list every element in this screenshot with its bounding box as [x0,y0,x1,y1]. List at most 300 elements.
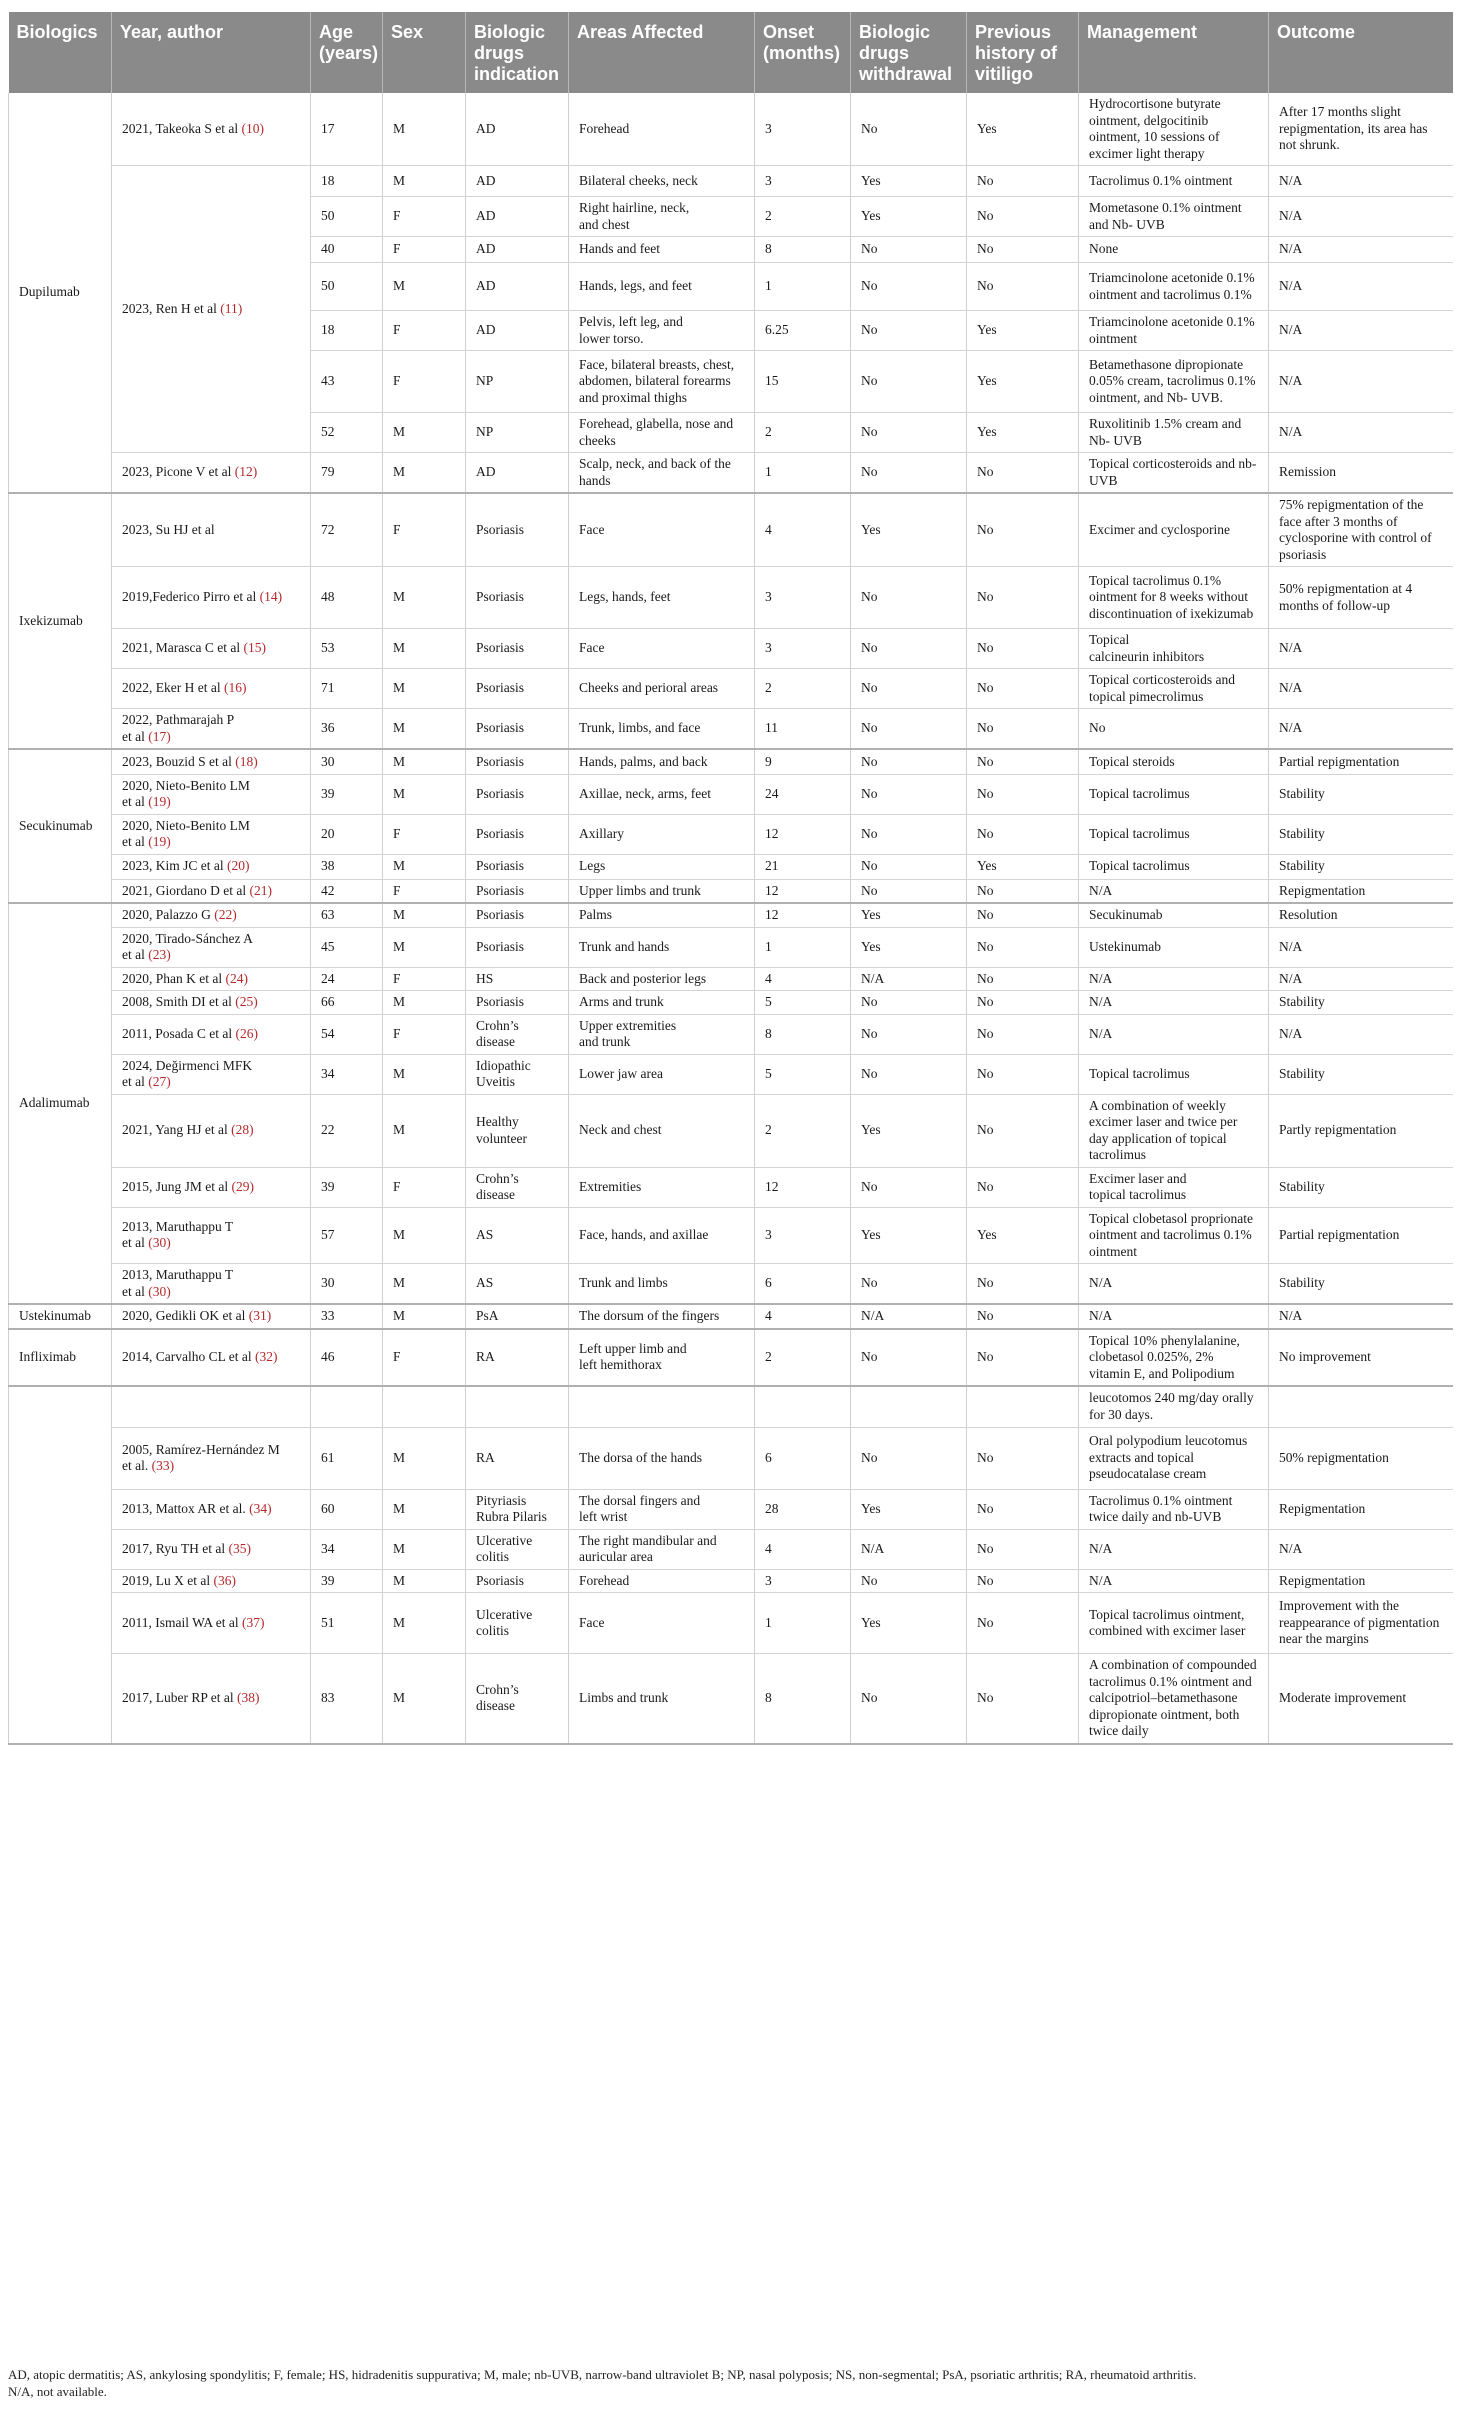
withdrawal-cell: Yes [851,493,967,567]
indication-cell: Crohn’s disease [466,1014,569,1054]
reference-link[interactable]: (19) [148,834,171,849]
management-cell: No [1079,709,1269,750]
sex-cell: F [383,493,466,567]
withdrawal-cell: Yes [851,927,967,967]
onset-cell: 3 [755,166,851,197]
withdrawal-cell: No [851,1569,967,1593]
withdrawal-cell: No [851,237,967,263]
onset-cell: 3 [755,567,851,629]
age-cell: 57 [311,1207,383,1264]
areas-affected-cell: Upper extremities and trunk [569,1014,755,1054]
withdrawal-cell: Yes [851,166,967,197]
previous-history-cell: No [967,1427,1079,1489]
year-author-cell [112,903,311,927]
onset-cell: 3 [755,629,851,669]
indication-cell: Psoriasis [466,774,569,814]
areas-affected-cell: The dorsa of the hands [569,1427,755,1489]
onset-cell: 24 [755,774,851,814]
sex-cell: M [383,903,466,927]
previous-history-cell: No [967,1014,1079,1054]
management-cell: Triamcinolone acetonide 0.1% ointment and tacrolimus 0.1% [1079,263,1269,311]
management-cell: Mometasone 0.1% ointment and Nb- UVB [1079,197,1269,237]
outcome-cell: Stability [1269,1054,1453,1094]
year-author-cell [112,567,311,629]
indication-cell: NP [466,351,569,413]
reference-link[interactable]: (10) [241,120,265,136]
outcome-cell: N/A [1269,351,1453,413]
previous-history-cell: No [967,774,1079,814]
onset-cell: 9 [755,749,851,774]
outcome-cell: N/A [1269,629,1453,669]
previous-history-cell: No [967,1489,1079,1529]
withdrawal-cell: No [851,991,967,1015]
age-cell: 22 [311,1094,383,1167]
management-cell: N/A [1079,1569,1269,1593]
author-text: 2017, Luber RP et al [122,1690,234,1705]
management-cell: N/A [1079,879,1269,903]
age-cell: 66 [311,991,383,1015]
reference-link[interactable]: (24) [225,970,248,986]
withdrawal-cell: No [851,749,967,774]
areas-affected-cell: The right mandibular and auricular area [569,1529,755,1569]
author-text: 2017, Ryu TH et al [122,1540,226,1556]
table-row [9,1569,1453,1593]
outcome-cell: N/A [1269,311,1453,351]
previous-history-cell: Yes [967,854,1079,879]
management-cell: Oral polypodium leucotomus extracts and topical pseudocatalase cream [1079,1427,1269,1489]
previous-history-cell: Yes [967,1207,1079,1264]
onset-cell: 2 [755,413,851,453]
sex-cell: M [383,854,466,879]
indication-cell: Pityriasis Rubra Pilaris [466,1489,569,1529]
author-text: 2020, Phan K et al [122,970,223,986]
reference-link[interactable]: (11) [220,300,243,316]
management-cell: N/A [1079,1304,1269,1329]
reference-link[interactable]: (30) [148,1235,171,1251]
author-text: 2024, Değirmenci MFK et al [122,1057,253,1089]
author-text: 2008, Smith DI et al [122,994,232,1009]
previous-history-cell: No [967,903,1079,927]
age-cell: 39 [311,1569,383,1593]
table-row [9,1386,1453,1427]
previous-history-cell: No [967,166,1079,197]
onset-cell: 8 [755,237,851,263]
header-onset: Onset (months) [755,12,851,93]
year-author-cell [112,453,311,494]
year-author-cell [112,166,311,453]
areas-affected-cell: Trunk and hands [569,927,755,967]
age-cell: 40 [311,237,383,263]
biologic-group-name: Ustekinumab [9,1304,112,1329]
age-cell: 34 [311,1529,383,1569]
indication-cell: HS [466,967,569,991]
reference-link[interactable]: (27) [148,1074,171,1089]
sex-cell: M [383,1654,466,1744]
indication-cell: AD [466,453,569,494]
previous-history-cell: No [967,237,1079,263]
management-cell: Excimer and cyclosporine [1079,493,1269,567]
areas-affected-cell: Forehead [569,93,755,166]
withdrawal-cell: Yes [851,1593,967,1654]
management-cell: Triamcinolone acetonide 0.1% ointment [1079,311,1269,351]
age-cell: 51 [311,1593,383,1654]
table-row [9,1427,1453,1489]
sex-cell: F [383,311,466,351]
onset-cell: 3 [755,1207,851,1264]
areas-affected-cell: Legs [569,854,755,879]
withdrawal-cell: No [851,854,967,879]
outcome-cell: Partial repigmentation [1269,749,1453,774]
biologic-group-name: Adalimumab [9,903,112,1304]
areas-affected-cell: Right hairline, neck, and chest [569,197,755,237]
indication-cell: AS [466,1264,569,1305]
indication-cell: Ulcerative colitis [466,1529,569,1569]
onset-cell: 12 [755,879,851,903]
author-text: 2020, Nieto-Benito LM et al [122,777,250,809]
year-author-cell [112,774,311,814]
previous-history-cell: No [967,1264,1079,1305]
withdrawal-cell: Yes [851,1489,967,1529]
onset-cell: 2 [755,669,851,709]
onset-cell: 1 [755,453,851,494]
previous-history-cell: No [967,197,1079,237]
table-body [9,93,1453,1744]
reference-link[interactable]: (17) [148,728,171,744]
reference-link[interactable]: (21) [249,882,272,898]
table-row [9,1054,1453,1094]
indication-cell: Healthy volunteer [466,1094,569,1167]
age-cell: 79 [311,453,383,494]
indication-cell: AD [466,237,569,263]
management-cell: Topical calcineurin inhibitors [1079,629,1269,669]
reference-link[interactable]: (35) [228,1540,251,1556]
header-age: Age (years) [311,12,383,93]
withdrawal-cell: No [851,669,967,709]
age-cell: 38 [311,854,383,879]
onset-cell: 8 [755,1014,851,1054]
reference-link[interactable]: (36) [213,1572,236,1588]
management-cell: A combination of weekly excimer laser and twice per day application of topical tacrolimus [1079,1094,1269,1167]
age-cell: 63 [311,903,383,927]
onset-cell: 21 [755,854,851,879]
onset-cell: 15 [755,351,851,413]
age-cell: 61 [311,1427,383,1489]
sex-cell: M [383,1304,466,1329]
areas-affected-cell: Trunk and limbs [569,1264,755,1305]
table-row [9,774,1453,814]
author-text: 2023, Ren H et al [122,300,217,316]
outcome-cell: No improvement [1269,1329,1453,1387]
management-cell: Hydrocortisone butyrate ointment, delgocitinib ointment, 10 sessions of excimer light therapy [1079,93,1269,166]
sex-cell: F [383,1014,466,1054]
age-cell: 60 [311,1489,383,1529]
sex-cell: M [383,567,466,629]
reference-link[interactable]: (18) [235,753,258,769]
sex-cell: M [383,1593,466,1654]
year-author-cell [112,1167,311,1207]
withdrawal-cell: No [851,567,967,629]
author-text: 2023, Kim JC et al [122,858,224,874]
year-author-cell [112,493,311,567]
age-cell: 45 [311,927,383,967]
previous-history-cell: No [967,567,1079,629]
reference-link[interactable]: (23) [148,947,171,962]
age-cell: 72 [311,493,383,567]
table-row [9,1167,1453,1207]
author-text: 2020, Tirado-Sánchez A et al [122,930,253,962]
management-cell: Topical corticosteroids and nb-UVB [1079,453,1269,494]
table-row [9,1529,1453,1569]
management-cell: Ruxolitinib 1.5% cream and Nb- UVB [1079,413,1269,453]
indication-cell: Psoriasis [466,991,569,1015]
outcome-cell [1269,1386,1453,1427]
areas-affected-cell: Bilateral cheeks, neck [569,166,755,197]
age-cell: 43 [311,351,383,413]
previous-history-cell: No [967,991,1079,1015]
withdrawal-cell: No [851,453,967,494]
withdrawal-cell: No [851,1264,967,1305]
areas-affected-cell [569,1386,755,1427]
reference-link[interactable]: (33) [151,1458,175,1473]
sex-cell: M [383,1427,466,1489]
indication-cell: Psoriasis [466,854,569,879]
previous-history-cell: No [967,749,1079,774]
outcome-cell: N/A [1269,1014,1453,1054]
sex-cell: F [383,197,466,237]
author-text: 2013, Maruthappu T et al [122,1218,234,1251]
age-cell: 52 [311,413,383,453]
outcome-cell: N/A [1269,709,1453,750]
previous-history-cell: No [967,1654,1079,1744]
management-cell: Topical tacrolimus [1079,774,1269,814]
management-cell: N/A [1079,991,1269,1015]
withdrawal-cell: Yes [851,197,967,237]
sex-cell: M [383,749,466,774]
management-cell: Tacrolimus 0.1% ointment twice daily and nb-UVB [1079,1489,1269,1529]
withdrawal-cell: No [851,413,967,453]
author-text: 2022, Pathmarajah P et al [122,712,235,744]
outcome-cell: Moderate improvement [1269,1654,1453,1744]
management-cell: Secukinumab [1079,903,1269,927]
reference-link[interactable]: (12) [234,464,258,480]
table-row [9,814,1453,854]
withdrawal-cell: No [851,1167,967,1207]
author-text: 2005, Ramírez-Hernández M et al. [122,1441,280,1473]
indication-cell: Psoriasis [466,927,569,967]
indication-cell: Psoriasis [466,903,569,927]
outcome-cell: N/A [1269,263,1453,311]
year-author-cell [112,1386,311,1427]
outcome-cell: N/A [1269,197,1453,237]
withdrawal-cell: Yes [851,1207,967,1264]
indication-cell: RA [466,1427,569,1489]
table-footnote: AD, atopic dermatitis; AS, ankylosing spondylitis; F, female; HS, hidradenitis suppurativa; M, male; nb-UVB, narrow-band ultraviolet B; NP, nasal polyposis; NS, non-segmental; PsA, psoriatic arthritis; RA, rheumatoid arthritis. N/A, not available. [8,2367,1197,2399]
reference-link[interactable]: (19) [148,794,171,809]
table-row [9,1304,1453,1329]
sex-cell: F [383,351,466,413]
management-cell: Topical tacrolimus [1079,854,1269,879]
sex-cell: M [383,1529,466,1569]
outcome-cell: Stability [1269,991,1453,1015]
reference-link[interactable]: (14) [259,589,283,605]
author-text: 2023, Su HJ et al [122,521,215,537]
withdrawal-cell: N/A [851,1529,967,1569]
reference-link[interactable]: (15) [243,640,266,656]
reference-link[interactable]: (25) [235,994,258,1009]
year-author-cell [112,1569,311,1593]
areas-affected-cell: Left upper limb and left hemithorax [569,1329,755,1387]
year-author-cell [112,1094,311,1167]
onset-cell: 12 [755,1167,851,1207]
withdrawal-cell: No [851,1654,967,1744]
outcome-cell: N/A [1269,927,1453,967]
table-row [9,629,1453,669]
author-text: 2011, Ismail WA et al [122,1614,239,1630]
onset-cell: 5 [755,991,851,1015]
age-cell: 39 [311,1167,383,1207]
onset-cell: 4 [755,1304,851,1329]
management-cell: N/A [1079,1264,1269,1305]
onset-cell: 1 [755,1593,851,1654]
indication-cell: NP [466,413,569,453]
sex-cell: F [383,879,466,903]
withdrawal-cell: No [851,1014,967,1054]
year-author-cell [112,1489,311,1529]
indication-cell: AD [466,166,569,197]
outcome-cell: Resolution [1269,903,1453,927]
withdrawal-cell: No [851,1427,967,1489]
sex-cell: M [383,453,466,494]
year-author-cell [112,927,311,967]
indication-cell: Psoriasis [466,709,569,750]
sex-cell: F [383,1167,466,1207]
sex-cell: M [383,669,466,709]
reference-link[interactable]: (16) [223,680,247,696]
reference-link[interactable]: (28) [231,1122,254,1138]
onset-cell: 3 [755,93,851,166]
management-cell: Topical 10% phenylalanine, clobetasol 0.025%, 2% vitamin E, and Polipodium [1079,1329,1269,1387]
management-cell: Ustekinumab [1079,927,1269,967]
outcome-cell: Stability [1269,814,1453,854]
reference-link[interactable]: (26) [235,1025,258,1041]
management-cell: N/A [1079,1529,1269,1569]
areas-affected-cell: Face [569,629,755,669]
year-author-cell [112,1329,311,1387]
author-text: 2019,Federico Pirro et al [122,589,257,605]
previous-history-cell: No [967,1329,1079,1387]
previous-history-cell: No [967,1593,1079,1654]
indication-cell [466,1386,569,1427]
areas-affected-cell: Face, bilateral breasts, chest, abdomen, bilateral forearms and proximal thighs [569,351,755,413]
age-cell: 54 [311,1014,383,1054]
indication-cell: AD [466,263,569,311]
header-row [9,12,1453,93]
table-row [9,879,1453,903]
areas-affected-cell: Palms [569,903,755,927]
author-text: 2014, Carvalho CL et al [122,1349,252,1364]
reference-link[interactable]: (34) [249,1500,272,1516]
management-cell: Topical corticosteroids and topical pimecrolimus [1079,669,1269,709]
withdrawal-cell: No [851,629,967,669]
indication-cell: Psoriasis [466,814,569,854]
author-text: 2020, Gedikli OK et al [122,1308,246,1323]
outcome-cell: Partial repigmentation [1269,1207,1453,1264]
onset-cell: 2 [755,1094,851,1167]
onset-cell [755,1386,851,1427]
sex-cell: M [383,93,466,166]
year-author-cell [112,1529,311,1569]
areas-affected-cell: Hands and feet [569,237,755,263]
previous-history-cell: Yes [967,413,1079,453]
year-author-cell [112,1427,311,1489]
year-author-cell [112,749,311,774]
reference-link[interactable]: (31) [248,1308,272,1323]
age-cell: 18 [311,311,383,351]
table-row [9,967,1453,991]
areas-affected-cell: Trunk, limbs, and face [569,709,755,750]
header-biologics: Biologics [9,12,112,93]
sex-cell: F [383,237,466,263]
reference-link[interactable]: (29) [231,1178,254,1194]
indication-cell: Psoriasis [466,669,569,709]
table-row [9,1207,1453,1264]
table-row [9,1593,1453,1654]
outcome-cell: N/A [1269,237,1453,263]
areas-affected-cell: Scalp, neck, and back of the hands [569,453,755,494]
sex-cell: M [383,1207,466,1264]
withdrawal-cell: N/A [851,967,967,991]
indication-cell: AD [466,197,569,237]
age-cell: 53 [311,629,383,669]
author-text: 2022, Eker H et al [122,680,221,696]
withdrawal-cell: No [851,879,967,903]
reference-link[interactable]: (32) [254,1349,278,1364]
header-outcome: Outcome [1269,12,1453,93]
reference-link[interactable]: (22) [214,907,237,922]
year-author-cell [112,669,311,709]
indication-cell: RA [466,1329,569,1387]
sex-cell: F [383,967,466,991]
indication-cell: Psoriasis [466,749,569,774]
indication-cell: Psoriasis [466,629,569,669]
table-row [9,493,1453,567]
year-author-cell [112,1654,311,1744]
withdrawal-cell: No [851,1329,967,1387]
table-row [9,927,1453,967]
author-text: 2021, Marasca C et al [122,640,241,656]
reference-link[interactable]: (30) [148,1283,171,1299]
areas-affected-cell: Forehead, glabella, nose and cheeks [569,413,755,453]
outcome-cell: Repigmentation [1269,1569,1453,1593]
reference-link[interactable]: (38) [236,1690,260,1705]
age-cell: 48 [311,567,383,629]
table-row [9,1014,1453,1054]
reference-link[interactable]: (37) [241,1614,265,1630]
author-text: 2021, Giordano D et al [122,882,247,898]
age-cell: 36 [311,709,383,750]
withdrawal-cell: No [851,263,967,311]
withdrawal-cell: Yes [851,1094,967,1167]
management-cell: Tacrolimus 0.1% ointment [1079,166,1269,197]
management-cell: N/A [1079,1014,1269,1054]
reference-link[interactable]: (20) [227,858,250,874]
header-previous-history: Previous history of vitiligo [967,12,1079,93]
table-row [9,749,1453,774]
onset-cell: 3 [755,1569,851,1593]
previous-history-cell: No [967,1167,1079,1207]
table-row [9,991,1453,1015]
areas-affected-cell: Axillae, neck, arms, feet [569,774,755,814]
